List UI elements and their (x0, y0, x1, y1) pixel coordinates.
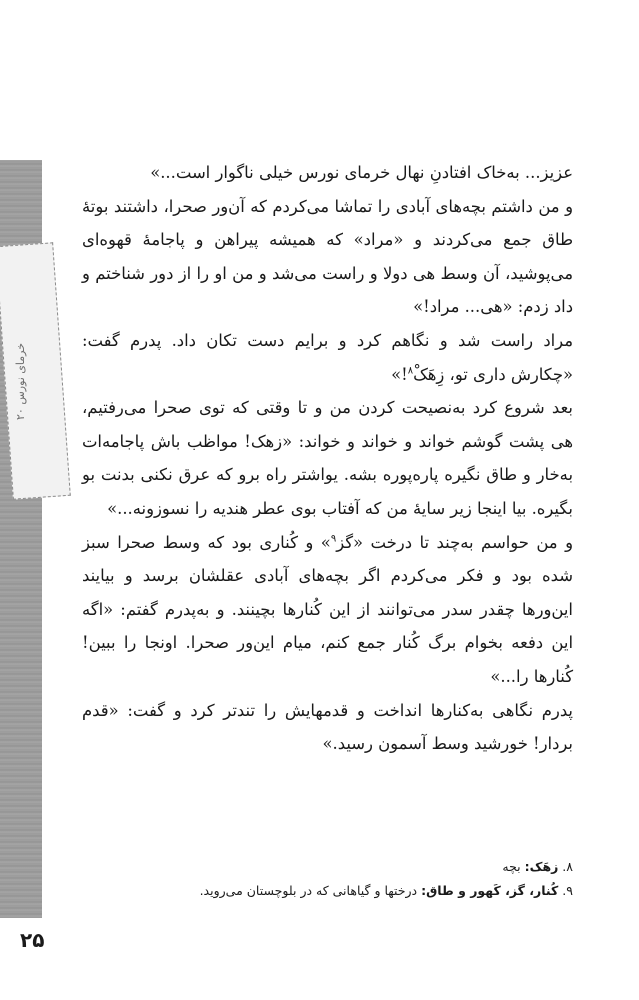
paragraph-text: و من حواسم به‌چند تا درخت «گز (336, 532, 573, 552)
margin-scrap-text: ۲۰ خرمای نورس (14, 342, 27, 420)
footnote-term: زهَک: (524, 859, 559, 874)
footnote-ref: ۹ (330, 533, 337, 545)
footnote (82, 879, 573, 903)
footnote-number: ۹. (562, 883, 573, 898)
body-text (82, 156, 573, 761)
paragraph-text: !» (391, 364, 408, 384)
footnote (82, 855, 573, 879)
footnote-text: درختها و گیاهانی که در بلوچستان می‌روید. (199, 883, 418, 898)
footnote-term: کُنار، گز، کَهور و طاق: (421, 883, 559, 898)
paragraph-text: مراد راست شد و نگاهم کرد و برایم دست تکان داد. پدرم گفت: «چکارش داری تو، زِهَکْ (82, 330, 573, 384)
paragraph: عزیز... به‌خاک افتادنِ نهال خرمای نورس خیلی ناگوار است...» (150, 163, 573, 182)
footnote-ref: ۸ (407, 365, 414, 377)
footnotes (82, 855, 573, 903)
paragraph: بعد شروع کرد به‌نصیحت کردن من و تا وقتی که توی صحرا می‌رفتیم، هی پشت گوشم خواند و خواند و خواند: «زهک! مواظب باش پاجامه‌ات به‌خار و طاق نگیره پاره‌پوره بشه. یواشتر راه برو که عرق نکنی بدنت بو بگیره. بیا اینجا زیر سایهٔ من که آفتاب بوی عطر هندیه را نسوزونه...» (82, 398, 573, 518)
footnote-text: بچه (502, 859, 521, 874)
paragraph (82, 324, 573, 391)
paragraph-text: » و کُناری بود که وسط صحرا سبز شده بود و فکر می‌کردم اگر (82, 532, 573, 586)
footnote-number: ۸. (562, 859, 573, 874)
paragraph (82, 526, 573, 694)
paragraph-text: بچه‌های آبادی عقلشان برسد و بیایند این‌ورها چقدر سدر می‌توانند از این کُنارها بچینند. و به‌پدرم گفتم: «اگه این دفعه بخوام برگ کُنار جمع کنم، میام این‌ور صحرا. اونجا را ببین! کُنارها را...» (82, 566, 573, 686)
paragraph: و من داشتم بچه‌های آبادی را تماشا می‌کردم که آن‌ور صحرا، داشتند بوتهٔ طاق جمع می‌کردند و «مراد» که همیشه پیراهن و پاجامهٔ قهوه‌ای می‌پوشید، آن وسط هی دولا و راست می‌شد و من او را از دور شناختم و داد زدم: «هی... مراد!» (82, 196, 573, 317)
page-number: ۲۵ (20, 928, 45, 952)
paragraph: پدرم نگاهی به‌کنارها انداخت و قدمهایش را تندتر کرد و گفت: «قدم بردار! خورشید وسط آسمون رسید.» (82, 700, 573, 754)
